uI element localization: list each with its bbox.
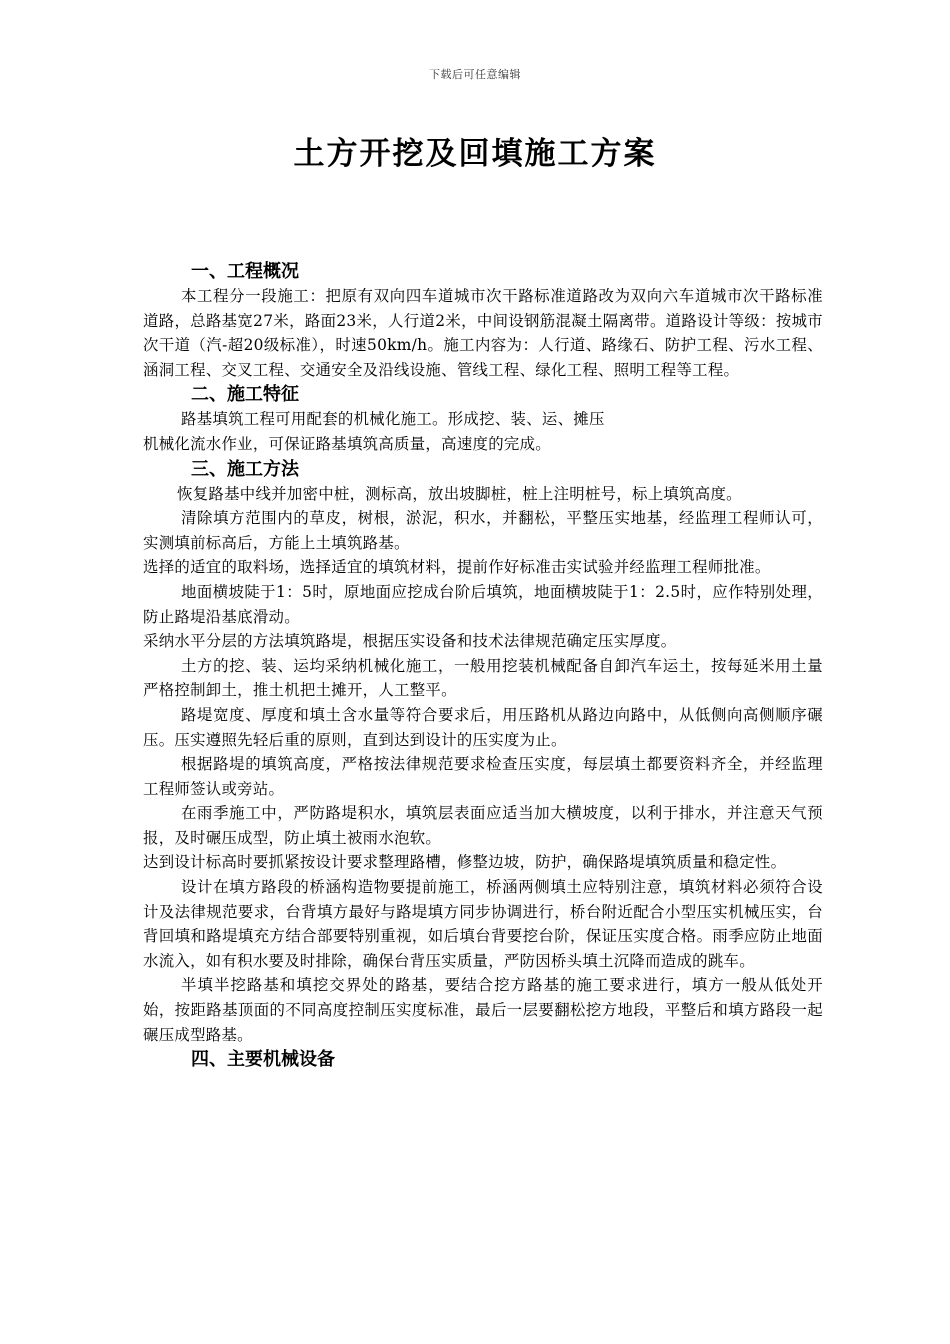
paragraph: 设计在填方路段的桥涵构造物要提前施工，桥涵两侧填土应特别注意，填筑材料必须符合设计及法律规范要求，台背填方最好与路堤填方同步协调进行，桥台附近配合小型压实机械压实，台背回填和路堤填充方结合部要特别重视，如后填台背要挖台阶，保证压实度合格。雨季应防止地面水流入，如有积水要及时排除，确保台背压实质量，严防因桥头填土沉降而造成的跳车。	[143, 878, 823, 970]
paragraph: 路堤宽度、厚度和填土含水量等符合要求后，用压路机从路边向路中，从低侧向高侧顺序碾压。压实遵照先轻后重的原则，直到达到设计的压实度为止。	[143, 705, 823, 749]
document-title: 土方开挖及回填施工方案	[293, 136, 657, 172]
paragraph: 半填半挖路基和填挖交界处的路基，要结合挖方路基的施工要求进行，填方一般从低处开始，按距路基顶面的不同高度控制压实度标准，最后一层要翻松挖方地段，平整后和填方路段一起碾压成型路基。	[143, 976, 823, 1044]
section-heading-overview: 一、工程概况	[191, 261, 299, 282]
document-body	[143, 259, 823, 1072]
paragraph: 机械化流水作业，可保证路基填筑高质量，高速度的完成。	[143, 434, 551, 453]
section-heading-features: 二、施工特征	[191, 384, 299, 406]
paragraph: 采纳水平分层的方法填筑路堤，根据压实设备和技术法律规范确定压实厚度。	[143, 632, 677, 651]
paragraph: 根据路堤的填筑高度，严格按法律规范要求检查压实度，每层填土都要资料齐全，并经监理工程师签认或旁站。	[143, 755, 823, 798]
paragraph: 选择的适宜的取料场，选择适宜的填筑材料，提前作好标准击实试验并经监理工程师批准。	[143, 558, 771, 577]
paragraph: 本工程分一段施工：把原有双向四车道城市次干路标准道路改为双向六车道城市次干路标准道路，总路基宽27米，路面23米，人行道2米，中间设钢筋混凝土隔离带。道路设计等级：按城市次干道（汽-超20级标准），时速50km/h。施工内容为：人行道、路缘石、防护工程、污水工程、涵洞工程、交叉工程、交通安全及沿线设施、管线工程、绿化工程、照明工程等工程。	[143, 287, 823, 379]
paragraph: 清除填方范围内的草皮，树根，淤泥，积水，并翻松，平整压实地基，经监理工程师认可，实测填前标高后，方能上土填筑路基。	[143, 509, 823, 552]
paragraph: 在雨季施工中，严防路堤积水，填筑层表面应适当加大横坡度，以利于排水，并注意天气预报，及时碾压成型，防止填土被雨水泡软。	[143, 804, 823, 847]
paragraph: 恢复路基中线并加密中桩，测标高，放出坡脚桩，桩上注明桩号，标上填筑高度。	[177, 484, 742, 503]
section-heading-methods: 三、施工方法	[191, 458, 299, 480]
header-note: 下载后可任意编辑	[429, 68, 521, 81]
paragraph: 路基填筑工程可用配套的机械化施工。形成挖、装、运、摊压	[181, 410, 605, 429]
section-heading-equipment: 四、主要机械设备	[191, 1049, 335, 1071]
paragraph: 达到设计标高时要抓紧按设计要求整理路槽，修整边坡，防护，确保路堤填筑质量和稳定性。	[143, 853, 787, 872]
paragraph: 土方的挖、装、运均采纳机械化施工，一般用挖装机械配备自卸汽车运土，按每延米用土量严格控制卸土，推土机把土摊开，人工整平。	[143, 656, 823, 700]
paragraph: 地面横坡陡于1：5时，原地面应挖成台阶后填筑，地面横坡陡于1：2.5时，应作特别处理，防止路堤沿基底滑动。	[143, 582, 823, 626]
